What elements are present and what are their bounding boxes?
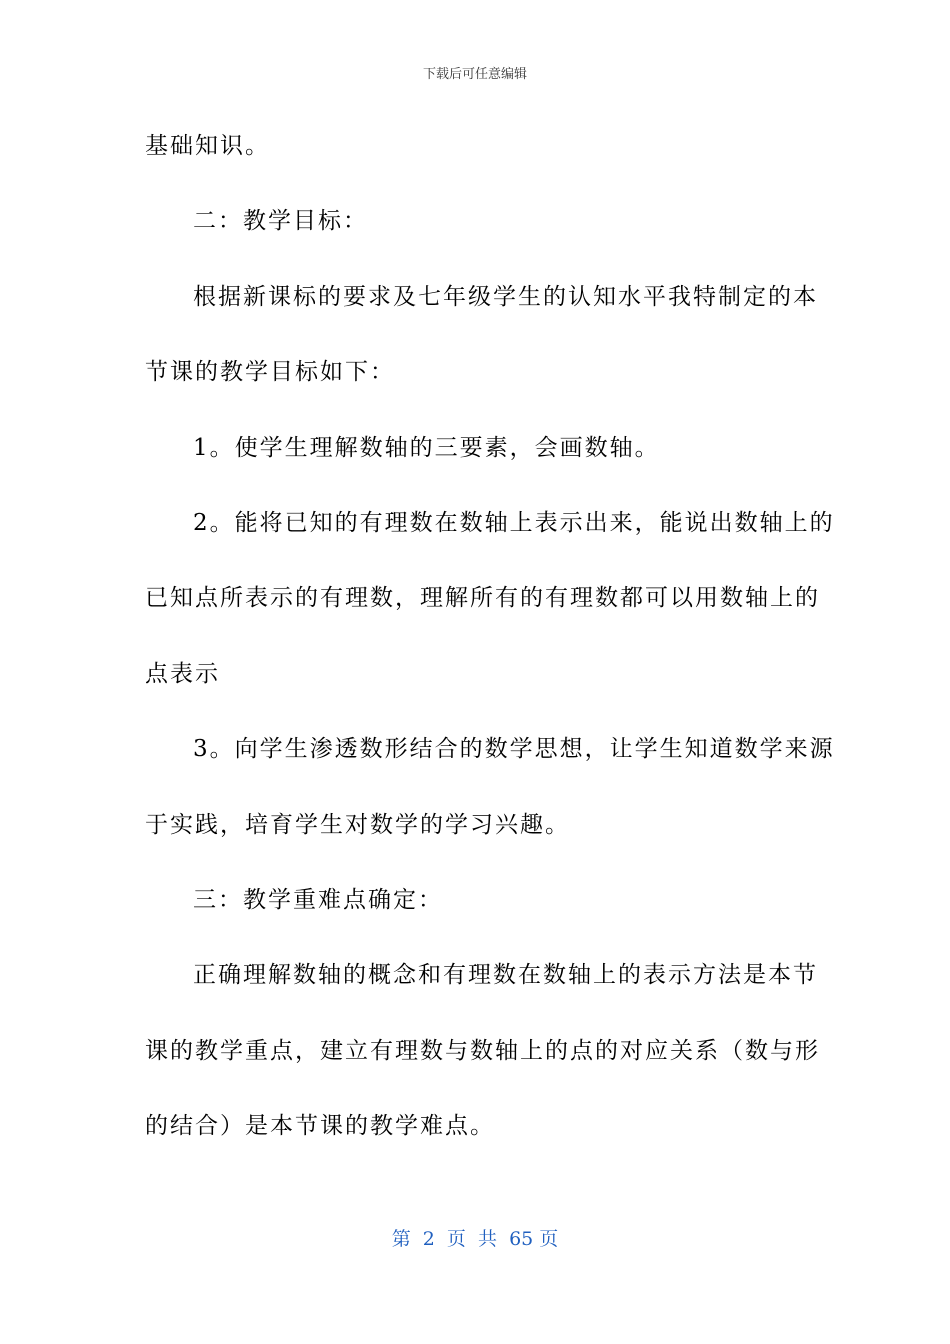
objective-item-3-cont: 于实践，培育学生对数学的学习兴趣。 bbox=[145, 811, 570, 838]
key-points-line-3: 的结合）是本节课的教学难点。 bbox=[145, 1113, 495, 1140]
objective-item-2-cont-1: 已知点所表示的有理数，理解所有的有理数都可以用数轴上的 bbox=[145, 585, 820, 612]
page-number: 第 2 页 共 65 页 bbox=[391, 1228, 559, 1250]
section-heading-key-points: 三：教学重难点确定： bbox=[193, 886, 443, 913]
document-body bbox=[145, 118, 835, 1173]
key-points-line-1: 正确理解数轴的概念和有理数在数轴上的表示方法是本节 bbox=[193, 962, 818, 989]
section-heading-objectives: 二：教学目标： bbox=[193, 208, 368, 235]
paragraph-line-3: 根据新课标的要求及七年级学生的认知水平我特制定的本 bbox=[193, 283, 818, 310]
paragraph-line-4: 节课的教学目标如下： bbox=[145, 359, 395, 386]
objective-item-2-cont-2: 点表示 bbox=[145, 660, 220, 687]
page-header: 下载后可任意编辑 bbox=[422, 67, 527, 82]
paragraph-line-1: 基础知识。 bbox=[145, 133, 270, 159]
key-points-line-2: 课的教学重点，建立有理数与数轴上的点的对应关系（数与形 bbox=[145, 1037, 820, 1064]
objective-item-3: 3。向学生渗透数形结合的数学思想，让学生知道数学来源 bbox=[193, 736, 835, 763]
objective-item-1: 1。使学生理解数轴的三要素，会画数轴。 bbox=[193, 434, 660, 461]
objective-item-2: 2。能将已知的有理数在数轴上表示出来，能说出数轴上的 bbox=[193, 509, 835, 536]
